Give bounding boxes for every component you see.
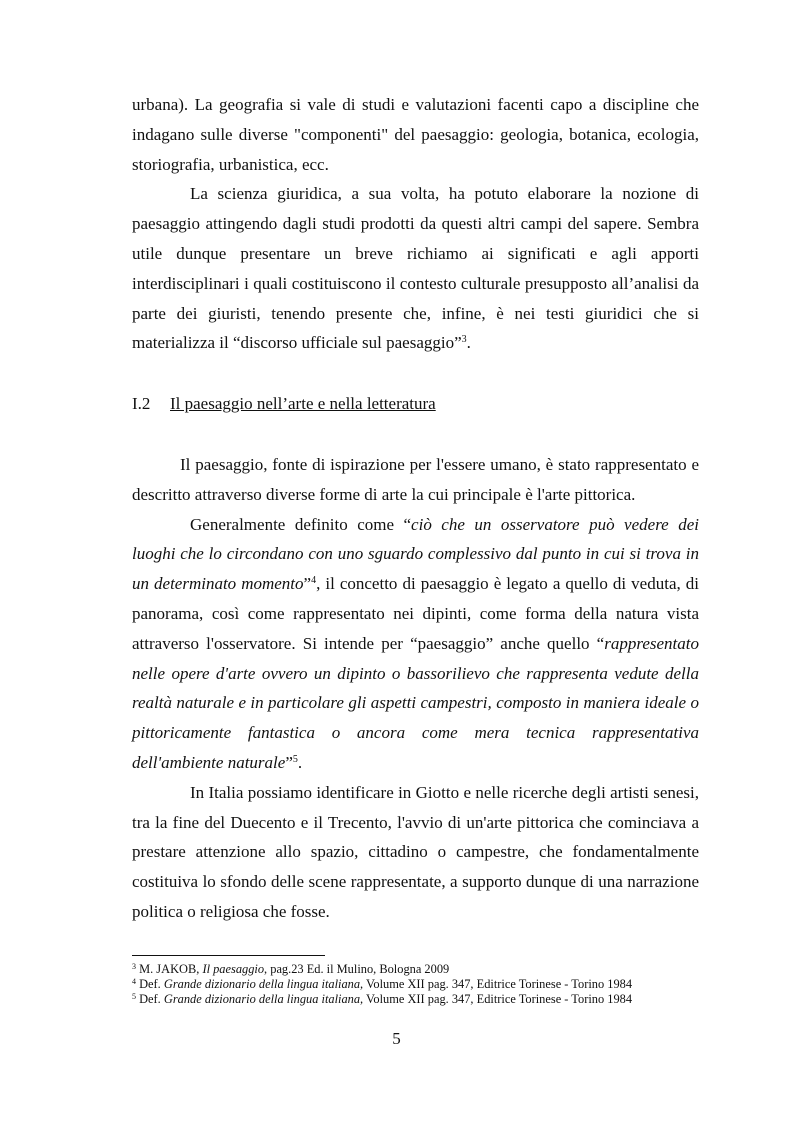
paragraph-4 [132, 510, 699, 778]
paragraph-5-text: In Italia possiamo identificare in Giotto e nelle ricerche degli artisti senesi, tra la fine del Duecento e il Trecento, l'avvio di un'arte pittorica che cominciava a prestare attenzione allo spazio, cittadino o campestre, che fondamentalmente costituiva lo sfondo delle scene rappresentate, a supporto dunque di una narrazione politica o religiosa che fosse. [132, 782, 699, 921]
paragraph-4-quote: ciò che un osservatore può vedere dei luoghi che lo circondano con uno sguardo complessivo dal punto in cui si trova in un determinato momento [132, 514, 699, 594]
footnotes [132, 962, 712, 1007]
section-number: I.2 [132, 394, 151, 413]
paragraph-4-quote2-close: ” [285, 752, 293, 772]
footnote-ref-4: 4 [311, 575, 317, 587]
paragraph-5 [132, 778, 699, 927]
footnote-3-title: Il paesaggio [202, 962, 265, 976]
footnote-5-number: 5 [132, 992, 136, 1001]
page-number: 5 [392, 1029, 401, 1048]
body-text-section [132, 450, 699, 927]
paragraph-1 [132, 90, 699, 179]
paragraph-2-text: La scienza giuridica, a sua volta, ha potuto elaborare la nozione di paesaggio attingendo dagli studi prodotti da questi altri campi del sapere. Sembra utile dunque presentare un breve richiamo ai significati e agli apporti interdisciplinari i quali costituiscono il contesto culturale presupposto all’analisi da parte dei giuristi, tenendo presente che, infine, è nei testi giuridici che si materializza il “discorso ufficiale sul paesaggio” [132, 184, 699, 353]
footnote-ref-3: 3 [461, 334, 467, 346]
paragraph-2 [132, 179, 699, 358]
footnote-5-title: Grande dizionario della lingua italiana, [163, 992, 364, 1006]
paragraph-4-lead: Generalmente definito come “ [190, 514, 412, 534]
footnote-3-post: , pag.23 Ed. il Mulino, Bologna 2009 [264, 962, 450, 976]
footnote-4 [132, 977, 712, 992]
footnote-3 [132, 962, 712, 977]
footnote-5 [132, 992, 712, 1007]
paragraph-4-quote-close: ” [303, 574, 312, 594]
footnote-4-pre: Def. [136, 977, 164, 991]
paragraph-3-text: Il paesaggio, fonte di ispirazione per l'essere umano, è stato rappresentato e descritto attraverso diverse forme di arte la cui principale è l'arte pittorica. [132, 455, 699, 504]
section-title: Il paesaggio nell’arte e nella letteratura [170, 394, 436, 413]
footnote-4-title: Grande dizionario della lingua italiana, [163, 977, 364, 991]
paragraph-1-text: urbana). La geografia si vale di studi e valutazioni facenti capo a discipline che indagano sulle diverse "componenti" del paesaggio: geologia, botanica, ecologia, storiografia, urbanistica, ecc. [132, 95, 699, 174]
body-text-top [132, 90, 699, 358]
paragraph-4-quote2: rappresentato nelle opere d'arte ovvero un dipinto o bassorilievo che rappresenta vedute della realtà naturale e in particolare gli aspetti campestri, composto in maniera ideale o pittoricamente fantastica o ancora come mera tecnica rappresentativa dell'ambiente naturale [132, 633, 699, 772]
section-heading [132, 392, 436, 416]
footnote-3-number: 3 [132, 962, 136, 971]
footnote-4-post: Volume XII pag. 347, Editrice Torinese - Torino 1984 [363, 977, 633, 991]
footnote-3-pre: M. JAKOB, [136, 962, 203, 976]
paragraph-4-end: . [297, 752, 303, 772]
paragraph-4-middle: , il concetto di paesaggio è legato a quello di veduta, di panorama, così come rappresentato nei dipinti, come forma della natura vista attraverso l'osservatore. Si intende per “paesaggio” anche quello “ [132, 574, 699, 653]
footnote-5-pre: Def. [136, 992, 164, 1006]
footnote-divider [132, 955, 325, 956]
paragraph-3 [132, 450, 699, 510]
paragraph-2-end: . [466, 333, 471, 353]
footnote-ref-5: 5 [292, 753, 298, 765]
footnote-4-number: 4 [132, 977, 136, 986]
footnote-5-post: Volume XII pag. 347, Editrice Torinese - Torino 1984 [363, 992, 633, 1006]
